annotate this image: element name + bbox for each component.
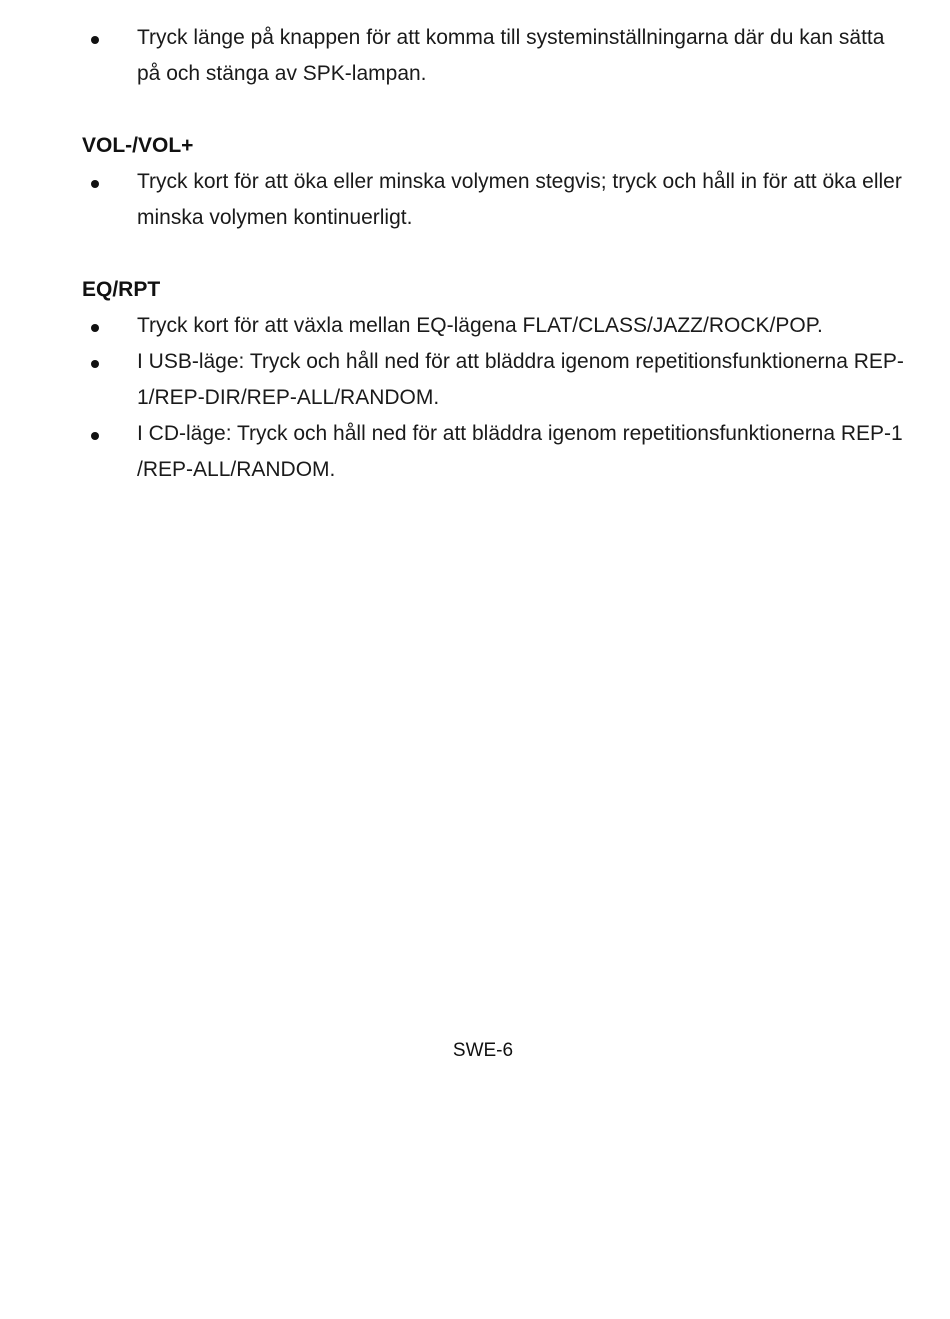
bullet-text: Tryck länge på knappen för att komma till systeminställningarna där du kan sätta på och stänga av SPK-lampan. (137, 26, 885, 85)
list-item (82, 344, 912, 416)
list-item (82, 416, 912, 488)
bullet-text: Tryck kort för att växla mellan EQ-lägena FLAT/CLASS/JAZZ/ROCK/POP. (137, 314, 823, 337)
bullet-icon (91, 360, 99, 368)
bullet-list (82, 308, 912, 488)
section-eq-rpt (82, 272, 912, 488)
bullet-text: I CD-läge: Tryck och håll ned för att bläddra igenom repetitionsfunktionerna REP-1 /REP-ALL/RANDOM. (137, 422, 903, 481)
bullet-list (82, 20, 912, 92)
list-item (82, 308, 912, 344)
page-number: SWE-6 (452, 1040, 514, 1061)
bullet-icon (91, 36, 99, 44)
section-heading: EQ/RPT (82, 278, 161, 301)
list-item (82, 164, 912, 236)
section-spk-lamp (82, 20, 912, 92)
bullet-text: Tryck kort för att öka eller minska volymen stegvis; tryck och håll in för att öka eller minska volymen kontinuerligt. (137, 170, 902, 229)
bullet-icon (91, 180, 99, 188)
bullet-icon (91, 324, 99, 332)
section-volume (82, 128, 912, 236)
document-content (82, 20, 912, 488)
bullet-text: I USB-läge: Tryck och håll ned för att bläddra igenom repetitionsfunktionerna REP-1/REP-DIR/REP-ALL/RANDOM. (137, 350, 904, 409)
bullet-icon (91, 432, 99, 440)
section-heading: VOL-/VOL+ (82, 134, 194, 157)
bullet-list (82, 164, 912, 236)
list-item (82, 20, 912, 92)
